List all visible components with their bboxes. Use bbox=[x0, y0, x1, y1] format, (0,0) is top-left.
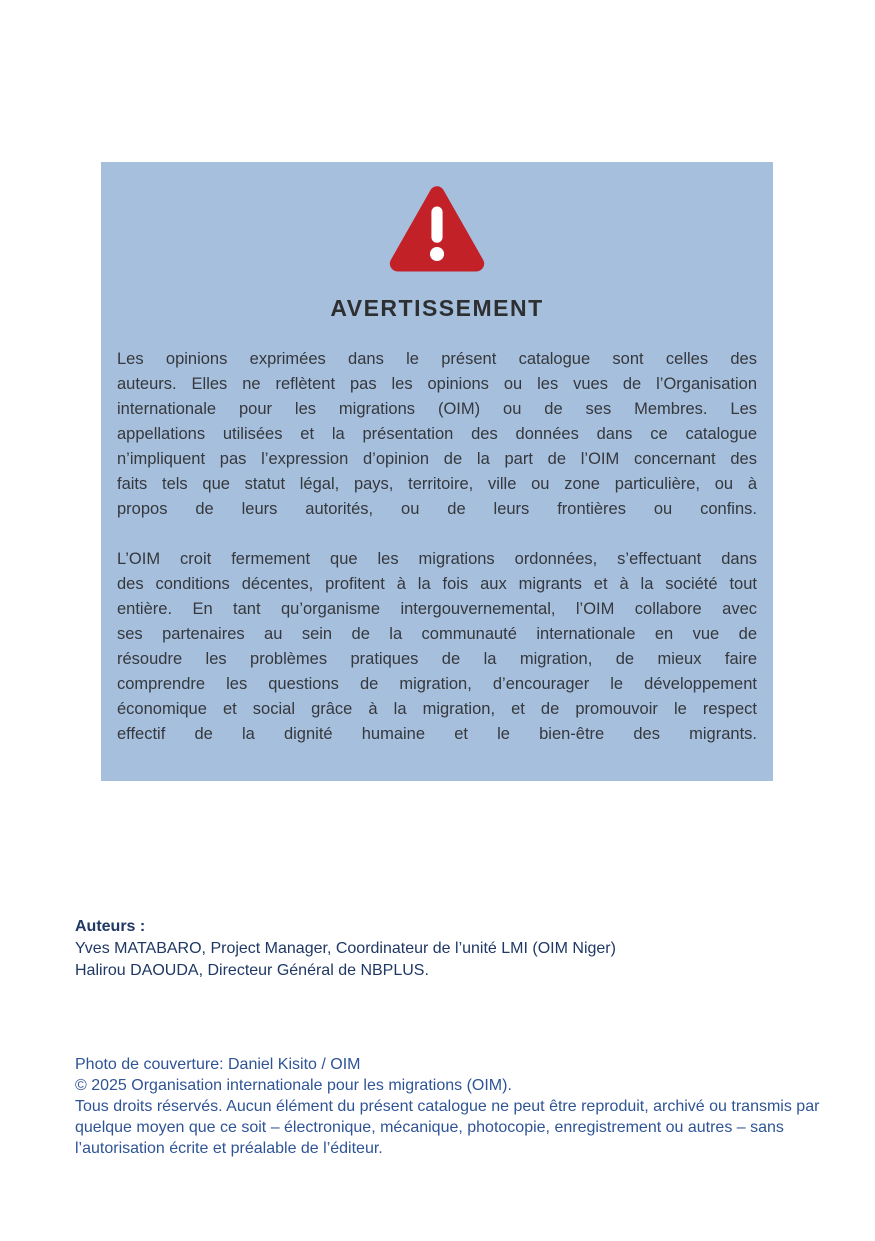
text-line: effectif de la dignité humaine et le bien-être des migrants. bbox=[117, 725, 757, 743]
text-line: L’OIM croit fermement que les migrations ordonnées, s’effectuant dans bbox=[117, 550, 757, 568]
author-line: Yves MATABARO, Project Manager, Coordinateur de l’unité LMI (OIM Niger) bbox=[75, 940, 616, 957]
warning-triangle-icon bbox=[388, 183, 486, 277]
warning-triangle-svg bbox=[388, 183, 486, 277]
text-line: ses partenaires au sein de la communauté internationale en vue de bbox=[117, 625, 757, 643]
authors-heading: Auteurs : bbox=[75, 918, 146, 935]
rights-line: Tous droits réservés. Aucun élément du présent catalogue ne peut être reproduit, archivé ou transmis par bbox=[75, 1098, 820, 1115]
notice-paragraph-2 bbox=[117, 547, 757, 747]
text-line: comprendre les questions de migration, d’encourager le développement bbox=[117, 675, 757, 693]
cover-photo-credit: Photo de couverture: Daniel Kisito / OIM bbox=[75, 1056, 361, 1073]
text-line: faits tels que statut légal, pays, territoire, ville ou zone particulière, ou à bbox=[117, 475, 757, 493]
copyright-line: © 2025 Organisation internationale pour les migrations (OIM). bbox=[75, 1077, 512, 1094]
rights-line: l’autorisation écrite et préalable de l’éditeur. bbox=[75, 1140, 383, 1157]
rights-line: quelque moyen que ce soit – électronique, mécanique, photocopie, enregistrement ou autres – sans bbox=[75, 1119, 784, 1136]
credits-section bbox=[75, 1054, 835, 1159]
author-line: Halirou DAOUDA, Directeur Général de NBPLUS. bbox=[75, 962, 429, 979]
text-line: propos de leurs autorités, ou de leurs frontières ou confins. bbox=[117, 500, 757, 518]
text-line: des conditions décentes, profitent à la fois aux migrants et à la société tout bbox=[117, 575, 757, 593]
text-line: internationale pour les migrations (OIM) ou de ses Membres. Les bbox=[117, 400, 757, 418]
text-line: appellations utilisées et la présentation des données dans ce catalogue bbox=[117, 425, 757, 443]
text-line: économique et social grâce à la migration, et de promouvoir le respect bbox=[117, 700, 757, 718]
text-line: entière. En tant qu’organisme intergouvernemental, l’OIM collabore avec bbox=[117, 600, 757, 618]
notice-paragraph-1 bbox=[117, 347, 757, 522]
text-line: n’impliquent pas l’expression d’opinion de la part de l’OIM concernant des bbox=[117, 450, 757, 468]
avertissement-box bbox=[101, 162, 773, 781]
notice-title: AVERTISSEMENT bbox=[330, 295, 544, 321]
text-line: Les opinions exprimées dans le présent catalogue sont celles des bbox=[117, 350, 757, 368]
text-line: résoudre les problèmes pratiques de la migration, de mieux faire bbox=[117, 650, 757, 668]
authors-section bbox=[75, 916, 616, 982]
text-line: auteurs. Elles ne reflètent pas les opinions ou les vues de l’Organisation bbox=[117, 375, 757, 393]
